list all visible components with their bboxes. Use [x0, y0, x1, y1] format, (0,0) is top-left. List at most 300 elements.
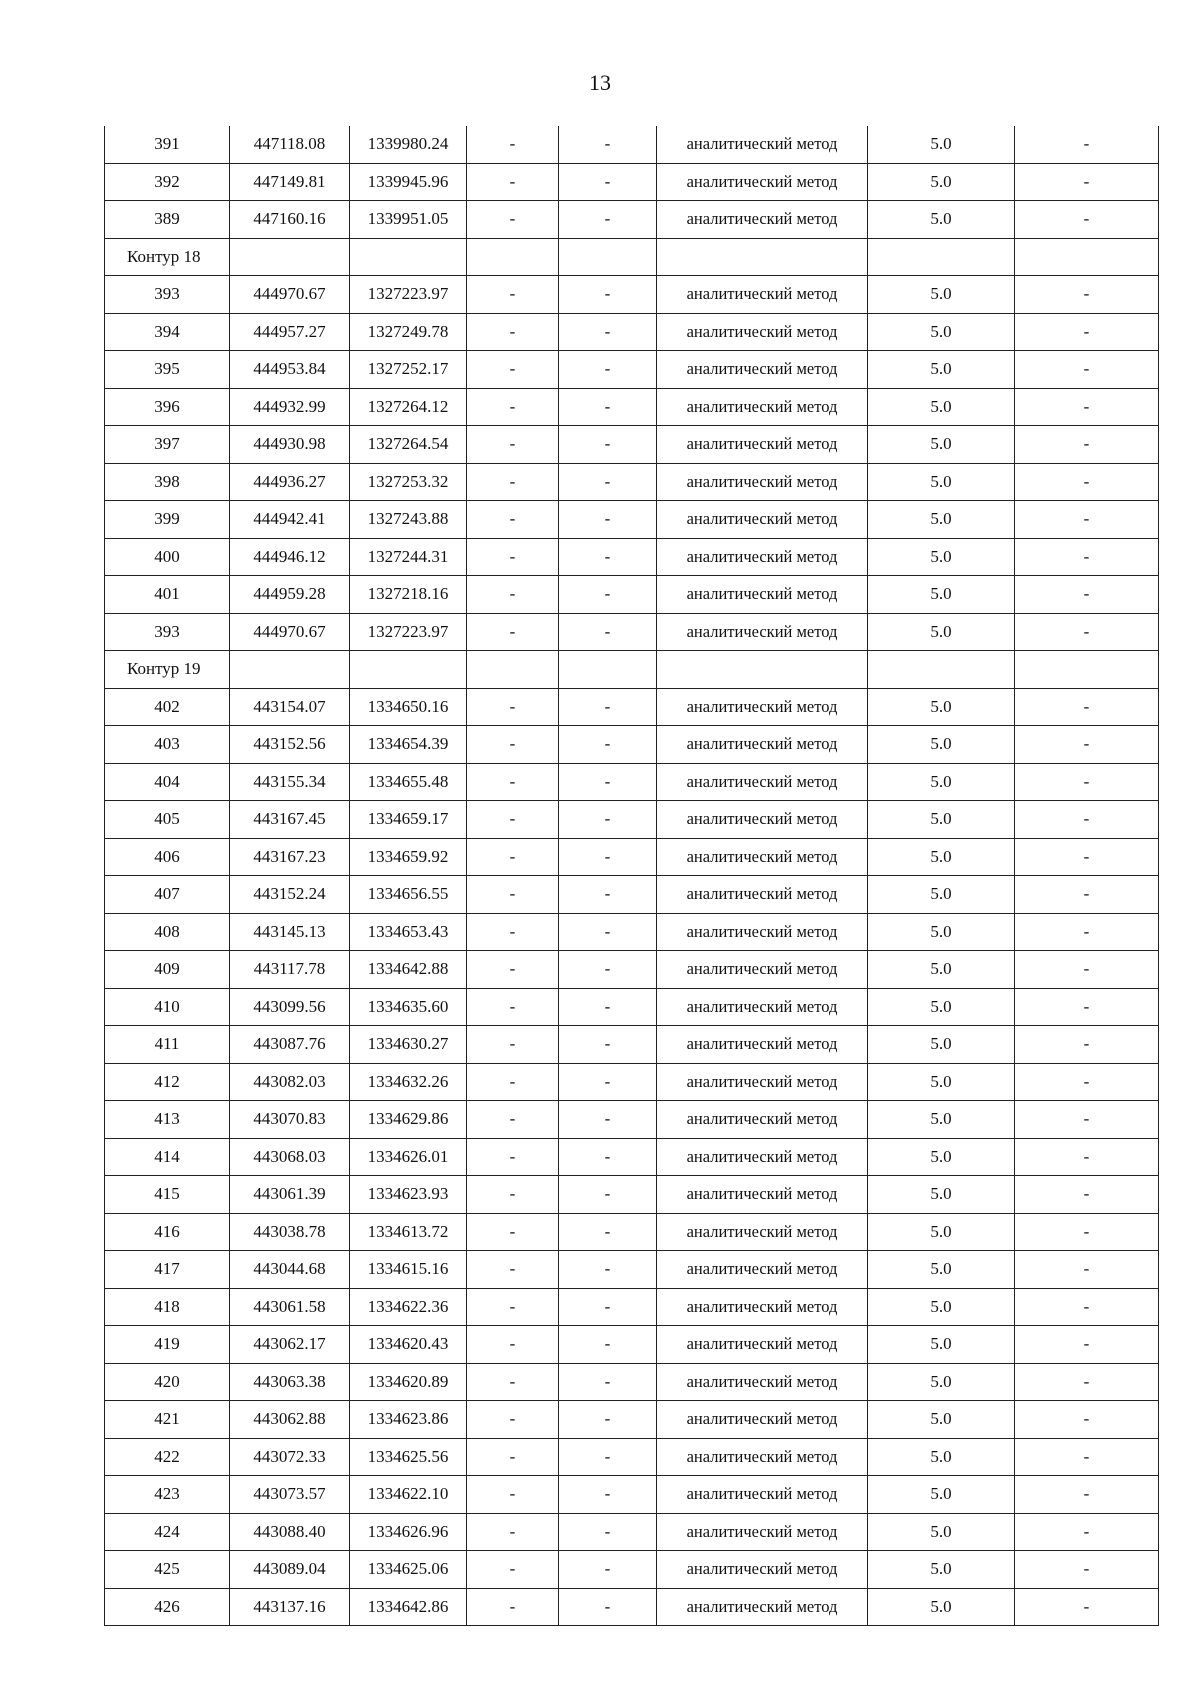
description-cell: -	[1015, 1176, 1159, 1214]
y-coordinate-cell: 1334620.43	[350, 1326, 467, 1364]
method-cell: аналитический метод	[657, 613, 868, 651]
empty-dash-cell: -	[559, 763, 657, 801]
empty-dash-cell: -	[467, 1438, 559, 1476]
accuracy-cell: 5.0	[868, 763, 1015, 801]
empty-cell	[230, 651, 350, 689]
empty-cell	[559, 238, 657, 276]
empty-dash-cell: -	[559, 163, 657, 201]
y-coordinate-cell: 1327243.88	[350, 501, 467, 539]
empty-dash-cell: -	[559, 351, 657, 389]
table-row	[105, 463, 1159, 501]
x-coordinate-cell: 443154.07	[230, 688, 350, 726]
point-number-cell: 409	[105, 951, 230, 989]
empty-dash-cell: -	[467, 1401, 559, 1439]
x-coordinate-cell: 443061.39	[230, 1176, 350, 1214]
table-row	[105, 838, 1159, 876]
accuracy-cell: 5.0	[868, 201, 1015, 239]
table-row	[105, 426, 1159, 464]
point-number-cell: 391	[105, 126, 230, 163]
method-cell: аналитический метод	[657, 201, 868, 239]
empty-dash-cell: -	[559, 388, 657, 426]
x-coordinate-cell: 444936.27	[230, 463, 350, 501]
empty-dash-cell: -	[467, 501, 559, 539]
y-coordinate-cell: 1327252.17	[350, 351, 467, 389]
accuracy-cell: 5.0	[868, 838, 1015, 876]
description-cell: -	[1015, 463, 1159, 501]
point-number-cell: 393	[105, 613, 230, 651]
empty-dash-cell: -	[559, 1588, 657, 1626]
empty-dash-cell: -	[467, 201, 559, 239]
empty-dash-cell: -	[467, 538, 559, 576]
table-row	[105, 1138, 1159, 1176]
point-number-cell: 423	[105, 1476, 230, 1514]
method-cell: аналитический метод	[657, 1438, 868, 1476]
method-cell: аналитический метод	[657, 388, 868, 426]
description-cell: -	[1015, 1513, 1159, 1551]
description-cell: -	[1015, 613, 1159, 651]
x-coordinate-cell: 443087.76	[230, 1026, 350, 1064]
description-cell: -	[1015, 913, 1159, 951]
description-cell: -	[1015, 201, 1159, 239]
point-number-cell: 424	[105, 1513, 230, 1551]
method-cell: аналитический метод	[657, 1363, 868, 1401]
x-coordinate-cell: 447118.08	[230, 126, 350, 163]
x-coordinate-cell: 443088.40	[230, 1513, 350, 1551]
empty-dash-cell: -	[467, 276, 559, 314]
method-cell: аналитический метод	[657, 1476, 868, 1514]
point-number-cell: 419	[105, 1326, 230, 1364]
empty-dash-cell: -	[559, 276, 657, 314]
empty-dash-cell: -	[559, 613, 657, 651]
accuracy-cell: 5.0	[868, 1288, 1015, 1326]
y-coordinate-cell: 1327264.54	[350, 426, 467, 464]
description-cell: -	[1015, 313, 1159, 351]
y-coordinate-cell: 1339951.05	[350, 201, 467, 239]
x-coordinate-cell: 443082.03	[230, 1063, 350, 1101]
empty-cell	[1015, 238, 1159, 276]
empty-dash-cell: -	[467, 763, 559, 801]
y-coordinate-cell: 1334626.96	[350, 1513, 467, 1551]
table-row	[105, 688, 1159, 726]
empty-dash-cell: -	[559, 838, 657, 876]
description-cell: -	[1015, 1026, 1159, 1064]
method-cell: аналитический метод	[657, 426, 868, 464]
accuracy-cell: 5.0	[868, 1438, 1015, 1476]
empty-dash-cell: -	[467, 163, 559, 201]
y-coordinate-cell: 1334626.01	[350, 1138, 467, 1176]
empty-dash-cell: -	[467, 951, 559, 989]
accuracy-cell: 5.0	[868, 1363, 1015, 1401]
method-cell: аналитический метод	[657, 1513, 868, 1551]
table-row	[105, 1101, 1159, 1139]
table-row	[105, 1251, 1159, 1289]
y-coordinate-cell: 1334642.88	[350, 951, 467, 989]
table-row	[105, 1476, 1159, 1514]
y-coordinate-cell: 1334659.92	[350, 838, 467, 876]
table-row	[105, 951, 1159, 989]
method-cell: аналитический метод	[657, 951, 868, 989]
point-number-cell: 405	[105, 801, 230, 839]
point-number-cell: 422	[105, 1438, 230, 1476]
y-coordinate-cell: 1334623.93	[350, 1176, 467, 1214]
table-row	[105, 613, 1159, 651]
description-cell: -	[1015, 1251, 1159, 1289]
description-cell: -	[1015, 1101, 1159, 1139]
x-coordinate-cell: 443137.16	[230, 1588, 350, 1626]
description-cell: -	[1015, 126, 1159, 163]
y-coordinate-cell: 1334642.86	[350, 1588, 467, 1626]
method-cell: аналитический метод	[657, 1138, 868, 1176]
empty-dash-cell: -	[559, 201, 657, 239]
point-number-cell: 420	[105, 1363, 230, 1401]
empty-cell	[868, 238, 1015, 276]
accuracy-cell: 5.0	[868, 276, 1015, 314]
point-number-cell: 411	[105, 1026, 230, 1064]
method-cell: аналитический метод	[657, 1326, 868, 1364]
empty-dash-cell: -	[559, 1026, 657, 1064]
description-cell: -	[1015, 1063, 1159, 1101]
x-coordinate-cell: 443070.83	[230, 1101, 350, 1139]
table-row	[105, 501, 1159, 539]
x-coordinate-cell: 447160.16	[230, 201, 350, 239]
empty-dash-cell: -	[467, 1551, 559, 1589]
description-cell: -	[1015, 1288, 1159, 1326]
point-number-cell: 403	[105, 726, 230, 764]
empty-dash-cell: -	[559, 951, 657, 989]
accuracy-cell: 5.0	[868, 538, 1015, 576]
y-coordinate-cell: 1339945.96	[350, 163, 467, 201]
table-row	[105, 988, 1159, 1026]
method-cell: аналитический метод	[657, 126, 868, 163]
accuracy-cell: 5.0	[868, 1138, 1015, 1176]
point-number-cell: 401	[105, 576, 230, 614]
x-coordinate-cell: 443044.68	[230, 1251, 350, 1289]
empty-dash-cell: -	[559, 313, 657, 351]
x-coordinate-cell: 443155.34	[230, 763, 350, 801]
coordinates-table-body	[105, 126, 1159, 1626]
empty-dash-cell: -	[467, 988, 559, 1026]
y-coordinate-cell: 1334650.16	[350, 688, 467, 726]
y-coordinate-cell: 1327249.78	[350, 313, 467, 351]
accuracy-cell: 5.0	[868, 1101, 1015, 1139]
accuracy-cell: 5.0	[868, 688, 1015, 726]
table-row	[105, 913, 1159, 951]
y-coordinate-cell: 1334635.60	[350, 988, 467, 1026]
y-coordinate-cell: 1327264.12	[350, 388, 467, 426]
description-cell: -	[1015, 801, 1159, 839]
y-coordinate-cell: 1334632.26	[350, 1063, 467, 1101]
empty-dash-cell: -	[467, 1288, 559, 1326]
x-coordinate-cell: 443117.78	[230, 951, 350, 989]
empty-cell	[657, 238, 868, 276]
point-number-cell: 393	[105, 276, 230, 314]
empty-dash-cell: -	[559, 1476, 657, 1514]
empty-dash-cell: -	[559, 1551, 657, 1589]
description-cell: -	[1015, 1438, 1159, 1476]
description-cell: -	[1015, 876, 1159, 914]
x-coordinate-cell: 444970.67	[230, 276, 350, 314]
description-cell: -	[1015, 1401, 1159, 1439]
y-coordinate-cell: 1334625.06	[350, 1551, 467, 1589]
x-coordinate-cell: 443068.03	[230, 1138, 350, 1176]
contour-label: Контур 19	[105, 651, 230, 689]
x-coordinate-cell: 443062.17	[230, 1326, 350, 1364]
description-cell: -	[1015, 1363, 1159, 1401]
description-cell: -	[1015, 838, 1159, 876]
y-coordinate-cell: 1334622.36	[350, 1288, 467, 1326]
x-coordinate-cell: 444942.41	[230, 501, 350, 539]
x-coordinate-cell: 443167.23	[230, 838, 350, 876]
accuracy-cell: 5.0	[868, 913, 1015, 951]
empty-dash-cell: -	[467, 838, 559, 876]
accuracy-cell: 5.0	[868, 163, 1015, 201]
empty-dash-cell: -	[467, 351, 559, 389]
table-row	[105, 1551, 1159, 1589]
empty-dash-cell: -	[559, 1513, 657, 1551]
empty-dash-cell: -	[559, 1176, 657, 1214]
contour-header-row	[105, 238, 1159, 276]
method-cell: аналитический метод	[657, 1288, 868, 1326]
table-row	[105, 276, 1159, 314]
empty-dash-cell: -	[559, 1138, 657, 1176]
x-coordinate-cell: 443152.24	[230, 876, 350, 914]
method-cell: аналитический метод	[657, 913, 868, 951]
x-coordinate-cell: 443152.56	[230, 726, 350, 764]
table-row	[105, 1026, 1159, 1064]
y-coordinate-cell: 1334625.56	[350, 1438, 467, 1476]
table-row	[105, 126, 1159, 163]
empty-cell	[467, 651, 559, 689]
empty-dash-cell: -	[467, 576, 559, 614]
x-coordinate-cell: 443062.88	[230, 1401, 350, 1439]
method-cell: аналитический метод	[657, 1213, 868, 1251]
table-row	[105, 351, 1159, 389]
accuracy-cell: 5.0	[868, 426, 1015, 464]
point-number-cell: 389	[105, 201, 230, 239]
empty-cell	[657, 651, 868, 689]
description-cell: -	[1015, 1588, 1159, 1626]
empty-dash-cell: -	[467, 1138, 559, 1176]
method-cell: аналитический метод	[657, 276, 868, 314]
method-cell: аналитический метод	[657, 838, 868, 876]
accuracy-cell: 5.0	[868, 576, 1015, 614]
table-row	[105, 801, 1159, 839]
accuracy-cell: 5.0	[868, 1551, 1015, 1589]
description-cell: -	[1015, 1213, 1159, 1251]
method-cell: аналитический метод	[657, 1588, 868, 1626]
contour-header-row	[105, 651, 1159, 689]
y-coordinate-cell: 1327223.97	[350, 276, 467, 314]
method-cell: аналитический метод	[657, 876, 868, 914]
method-cell: аналитический метод	[657, 1101, 868, 1139]
empty-dash-cell: -	[559, 426, 657, 464]
method-cell: аналитический метод	[657, 1551, 868, 1589]
description-cell: -	[1015, 1476, 1159, 1514]
y-coordinate-cell: 1339980.24	[350, 126, 467, 163]
empty-dash-cell: -	[559, 538, 657, 576]
point-number-cell: 399	[105, 501, 230, 539]
empty-dash-cell: -	[467, 1213, 559, 1251]
empty-dash-cell: -	[467, 613, 559, 651]
empty-dash-cell: -	[559, 1063, 657, 1101]
method-cell: аналитический метод	[657, 763, 868, 801]
empty-dash-cell: -	[467, 313, 559, 351]
point-number-cell: 404	[105, 763, 230, 801]
table-row	[105, 538, 1159, 576]
accuracy-cell: 5.0	[868, 876, 1015, 914]
x-coordinate-cell: 443073.57	[230, 1476, 350, 1514]
empty-dash-cell: -	[559, 1101, 657, 1139]
point-number-cell: 408	[105, 913, 230, 951]
x-coordinate-cell: 443099.56	[230, 988, 350, 1026]
y-coordinate-cell: 1334613.72	[350, 1213, 467, 1251]
empty-cell	[230, 238, 350, 276]
accuracy-cell: 5.0	[868, 726, 1015, 764]
x-coordinate-cell: 443072.33	[230, 1438, 350, 1476]
table-row	[105, 1401, 1159, 1439]
method-cell: аналитический метод	[657, 501, 868, 539]
table-row	[105, 763, 1159, 801]
y-coordinate-cell: 1334620.89	[350, 1363, 467, 1401]
empty-dash-cell: -	[467, 1176, 559, 1214]
table-row	[105, 1326, 1159, 1364]
x-coordinate-cell: 444957.27	[230, 313, 350, 351]
point-number-cell: 415	[105, 1176, 230, 1214]
empty-dash-cell: -	[467, 1588, 559, 1626]
empty-dash-cell: -	[559, 988, 657, 1026]
y-coordinate-cell: 1334656.55	[350, 876, 467, 914]
empty-dash-cell: -	[559, 688, 657, 726]
accuracy-cell: 5.0	[868, 463, 1015, 501]
point-number-cell: 410	[105, 988, 230, 1026]
empty-cell	[559, 651, 657, 689]
y-coordinate-cell: 1327244.31	[350, 538, 467, 576]
method-cell: аналитический метод	[657, 1176, 868, 1214]
accuracy-cell: 5.0	[868, 1213, 1015, 1251]
empty-cell	[467, 238, 559, 276]
method-cell: аналитический метод	[657, 1026, 868, 1064]
method-cell: аналитический метод	[657, 163, 868, 201]
accuracy-cell: 5.0	[868, 501, 1015, 539]
method-cell: аналитический метод	[657, 726, 868, 764]
empty-dash-cell: -	[467, 913, 559, 951]
y-coordinate-cell: 1334622.10	[350, 1476, 467, 1514]
accuracy-cell: 5.0	[868, 1401, 1015, 1439]
table-row	[105, 388, 1159, 426]
empty-dash-cell: -	[559, 576, 657, 614]
method-cell: аналитический метод	[657, 1401, 868, 1439]
method-cell: аналитический метод	[657, 576, 868, 614]
y-coordinate-cell: 1327218.16	[350, 576, 467, 614]
empty-dash-cell: -	[467, 801, 559, 839]
y-coordinate-cell: 1327223.97	[350, 613, 467, 651]
point-number-cell: 412	[105, 1063, 230, 1101]
description-cell: -	[1015, 538, 1159, 576]
point-number-cell: 421	[105, 1401, 230, 1439]
description-cell: -	[1015, 163, 1159, 201]
empty-dash-cell: -	[467, 1101, 559, 1139]
empty-dash-cell: -	[559, 1401, 657, 1439]
empty-dash-cell: -	[467, 1363, 559, 1401]
point-number-cell: 398	[105, 463, 230, 501]
point-number-cell: 406	[105, 838, 230, 876]
accuracy-cell: 5.0	[868, 351, 1015, 389]
accuracy-cell: 5.0	[868, 988, 1015, 1026]
point-number-cell: 426	[105, 1588, 230, 1626]
method-cell: аналитический метод	[657, 688, 868, 726]
empty-dash-cell: -	[467, 876, 559, 914]
method-cell: аналитический метод	[657, 988, 868, 1026]
description-cell: -	[1015, 1551, 1159, 1589]
accuracy-cell: 5.0	[868, 1513, 1015, 1551]
empty-dash-cell: -	[467, 1063, 559, 1101]
accuracy-cell: 5.0	[868, 613, 1015, 651]
point-number-cell: 392	[105, 163, 230, 201]
contour-label: Контур 18	[105, 238, 230, 276]
x-coordinate-cell: 444930.98	[230, 426, 350, 464]
description-cell: -	[1015, 501, 1159, 539]
x-coordinate-cell: 443061.58	[230, 1288, 350, 1326]
method-cell: аналитический метод	[657, 463, 868, 501]
accuracy-cell: 5.0	[868, 388, 1015, 426]
point-number-cell: 416	[105, 1213, 230, 1251]
accuracy-cell: 5.0	[868, 1326, 1015, 1364]
description-cell: -	[1015, 351, 1159, 389]
empty-dash-cell: -	[559, 726, 657, 764]
description-cell: -	[1015, 1138, 1159, 1176]
empty-dash-cell: -	[559, 126, 657, 163]
empty-dash-cell: -	[559, 876, 657, 914]
empty-dash-cell: -	[559, 1363, 657, 1401]
x-coordinate-cell: 443038.78	[230, 1213, 350, 1251]
method-cell: аналитический метод	[657, 801, 868, 839]
description-cell: -	[1015, 276, 1159, 314]
table-row	[105, 1438, 1159, 1476]
table-row	[105, 876, 1159, 914]
table-row	[105, 576, 1159, 614]
point-number-cell: 396	[105, 388, 230, 426]
accuracy-cell: 5.0	[868, 1476, 1015, 1514]
accuracy-cell: 5.0	[868, 1063, 1015, 1101]
x-coordinate-cell: 443167.45	[230, 801, 350, 839]
x-coordinate-cell: 444970.67	[230, 613, 350, 651]
x-coordinate-cell: 444946.12	[230, 538, 350, 576]
empty-dash-cell: -	[467, 1476, 559, 1514]
coordinates-table	[104, 126, 1159, 1626]
point-number-cell: 402	[105, 688, 230, 726]
x-coordinate-cell: 443089.04	[230, 1551, 350, 1589]
y-coordinate-cell: 1334623.86	[350, 1401, 467, 1439]
y-coordinate-cell: 1334615.16	[350, 1251, 467, 1289]
description-cell: -	[1015, 1326, 1159, 1364]
x-coordinate-cell: 443145.13	[230, 913, 350, 951]
table-row	[105, 1063, 1159, 1101]
empty-dash-cell: -	[467, 688, 559, 726]
accuracy-cell: 5.0	[868, 126, 1015, 163]
empty-dash-cell: -	[467, 1326, 559, 1364]
table-row	[105, 201, 1159, 239]
method-cell: аналитический метод	[657, 538, 868, 576]
accuracy-cell: 5.0	[868, 1251, 1015, 1289]
accuracy-cell: 5.0	[868, 313, 1015, 351]
empty-dash-cell: -	[467, 426, 559, 464]
table-row	[105, 1288, 1159, 1326]
empty-dash-cell: -	[559, 1288, 657, 1326]
x-coordinate-cell: 443063.38	[230, 1363, 350, 1401]
table-row	[105, 726, 1159, 764]
empty-dash-cell: -	[467, 126, 559, 163]
description-cell: -	[1015, 576, 1159, 614]
